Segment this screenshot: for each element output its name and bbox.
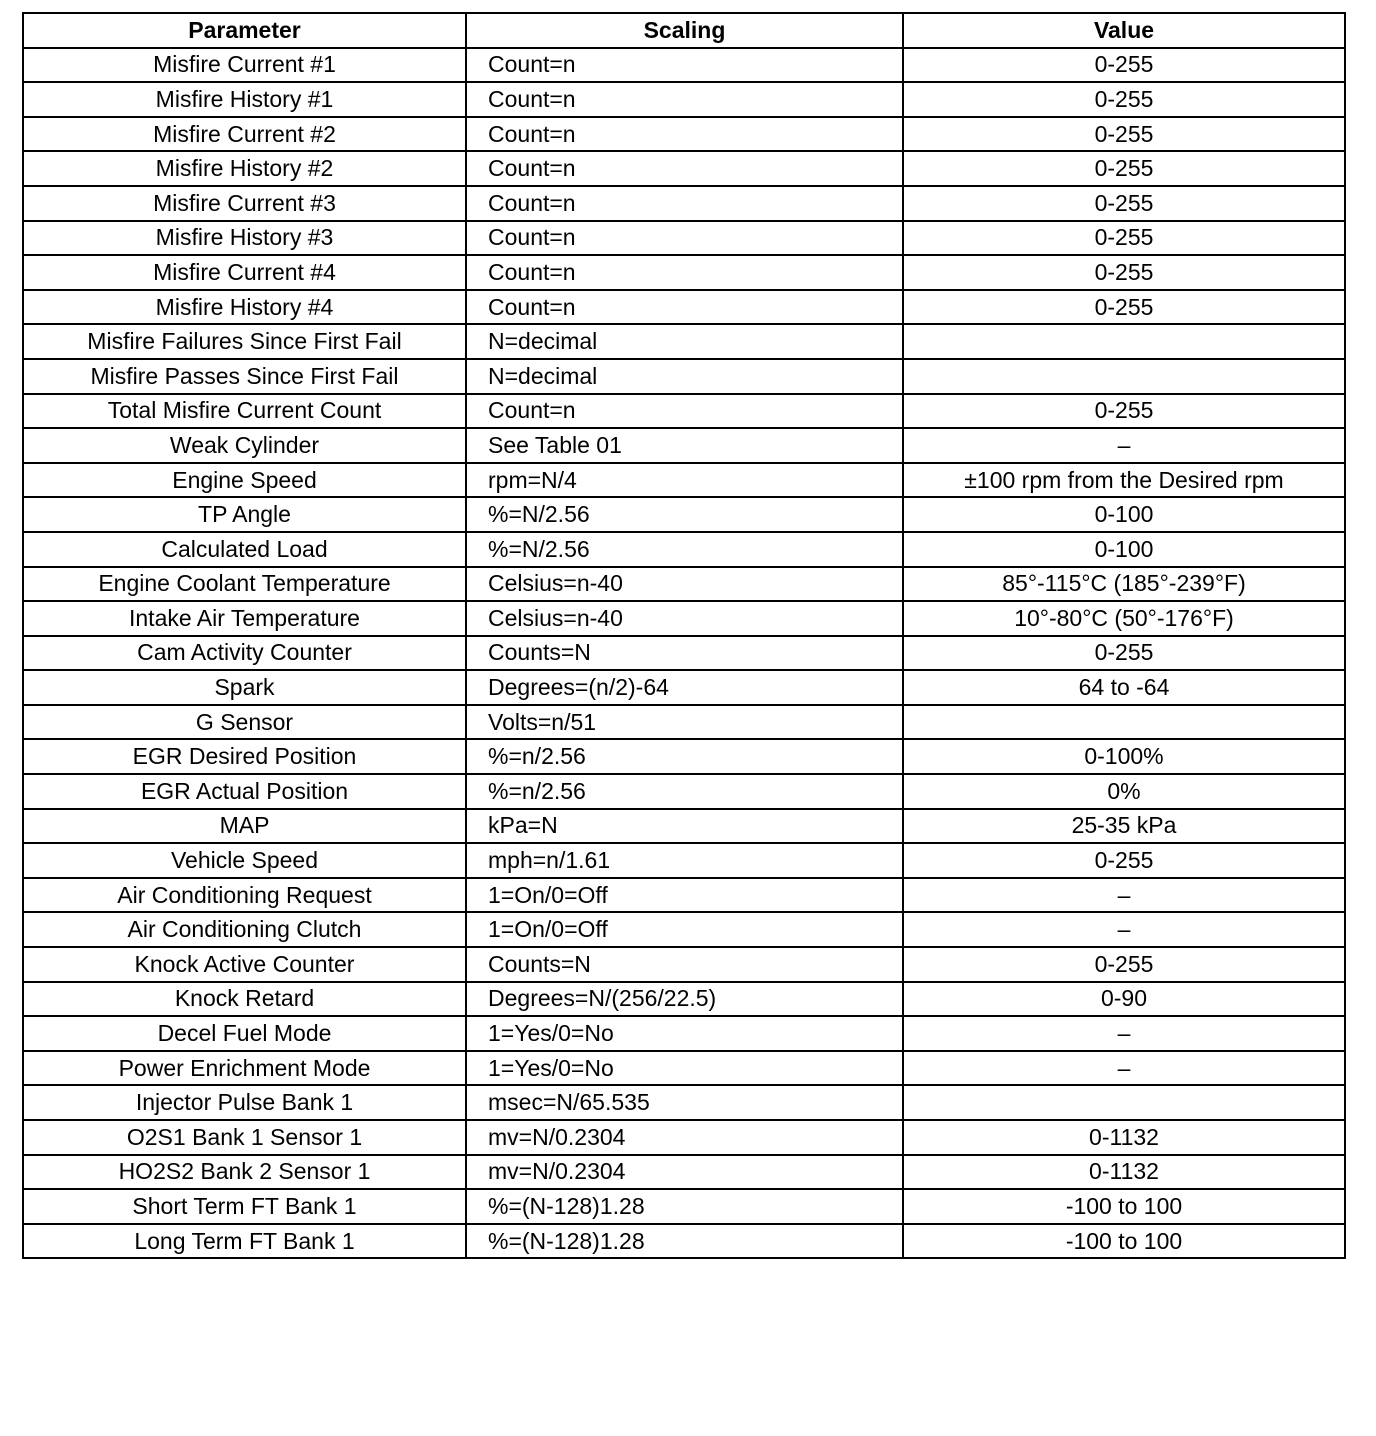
- parameter-cell: Air Conditioning Request: [23, 878, 466, 913]
- table-row: [23, 567, 1345, 602]
- parameter-cell: Power Enrichment Mode: [23, 1051, 466, 1086]
- scaling-cell: Count=n: [466, 82, 903, 117]
- value-cell: -100 to 100: [903, 1189, 1345, 1224]
- table-row: [23, 636, 1345, 671]
- table-row: [23, 1155, 1345, 1190]
- parameter-cell: MAP: [23, 809, 466, 844]
- scaling-cell: mv=N/0.2304: [466, 1120, 903, 1155]
- table-row: [23, 1189, 1345, 1224]
- value-cell: 0-255: [903, 947, 1345, 982]
- scaling-cell: Counts=N: [466, 636, 903, 671]
- parameter-cell: Vehicle Speed: [23, 843, 466, 878]
- scaling-cell: %=n/2.56: [466, 739, 903, 774]
- parameter-cell: O2S1 Bank 1 Sensor 1: [23, 1120, 466, 1155]
- parameter-cell: Misfire Failures Since First Fail: [23, 324, 466, 359]
- scaling-cell: Count=n: [466, 255, 903, 290]
- scaling-cell: Celsius=n-40: [466, 567, 903, 602]
- value-cell: 10°-80°C (50°-176°F): [903, 601, 1345, 636]
- parameter-cell: Misfire History #2: [23, 151, 466, 186]
- parameter-cell: Misfire Current #4: [23, 255, 466, 290]
- table-row: [23, 670, 1345, 705]
- value-cell: [903, 324, 1345, 359]
- scaling-cell: Count=n: [466, 151, 903, 186]
- scaling-cell: mv=N/0.2304: [466, 1155, 903, 1190]
- scaling-cell: Degrees=(n/2)-64: [466, 670, 903, 705]
- parameter-cell: HO2S2 Bank 2 Sensor 1: [23, 1155, 466, 1190]
- scaling-cell: Counts=N: [466, 947, 903, 982]
- value-cell: 0-255: [903, 255, 1345, 290]
- scaling-cell: %=N/2.56: [466, 532, 903, 567]
- table-row: [23, 1120, 1345, 1155]
- table-row: [23, 324, 1345, 359]
- table-row: [23, 809, 1345, 844]
- scaling-cell: 1=Yes/0=No: [466, 1016, 903, 1051]
- table-row: [23, 532, 1345, 567]
- scaling-cell: 1=On/0=Off: [466, 878, 903, 913]
- scaling-cell: mph=n/1.61: [466, 843, 903, 878]
- value-cell: [903, 1085, 1345, 1120]
- value-cell: 0-255: [903, 117, 1345, 152]
- scaling-cell: Count=n: [466, 48, 903, 83]
- value-cell: 25-35 kPa: [903, 809, 1345, 844]
- scaling-cell: Celsius=n-40: [466, 601, 903, 636]
- header-row: [23, 13, 1345, 48]
- table-row: [23, 1224, 1345, 1259]
- parameter-cell: Misfire Current #2: [23, 117, 466, 152]
- value-cell: 0-1132: [903, 1155, 1345, 1190]
- parameter-cell: Long Term FT Bank 1: [23, 1224, 466, 1259]
- table-row: [23, 878, 1345, 913]
- scaling-cell: See Table 01: [466, 428, 903, 463]
- value-cell: 0-255: [903, 843, 1345, 878]
- value-cell: [903, 359, 1345, 394]
- scaling-cell: kPa=N: [466, 809, 903, 844]
- value-cell: –: [903, 428, 1345, 463]
- table-row: [23, 1085, 1345, 1120]
- table-row: [23, 221, 1345, 256]
- parameter-cell: Weak Cylinder: [23, 428, 466, 463]
- value-cell: 0-255: [903, 151, 1345, 186]
- value-cell: –: [903, 878, 1345, 913]
- value-cell: –: [903, 1016, 1345, 1051]
- scaling-cell: msec=N/65.535: [466, 1085, 903, 1120]
- scaling-cell: Degrees=N/(256/22.5): [466, 982, 903, 1017]
- value-cell: 64 to -64: [903, 670, 1345, 705]
- scaling-cell: %=(N-128)1.28: [466, 1224, 903, 1259]
- table-row: [23, 151, 1345, 186]
- table-row: [23, 48, 1345, 83]
- scaling-cell: Count=n: [466, 221, 903, 256]
- table-row: [23, 463, 1345, 498]
- table-row: [23, 255, 1345, 290]
- value-cell: 0-100%: [903, 739, 1345, 774]
- value-cell: 85°-115°C (185°-239°F): [903, 567, 1345, 602]
- header-parameter: Parameter: [23, 13, 466, 48]
- parameter-cell: Injector Pulse Bank 1: [23, 1085, 466, 1120]
- parameter-cell: Engine Speed: [23, 463, 466, 498]
- parameter-cell: EGR Desired Position: [23, 739, 466, 774]
- value-cell: 0-100: [903, 532, 1345, 567]
- parameter-cell: Total Misfire Current Count: [23, 394, 466, 429]
- value-cell: 0-255: [903, 48, 1345, 83]
- table-row: [23, 739, 1345, 774]
- parameter-cell: Misfire Current #1: [23, 48, 466, 83]
- value-cell: -100 to 100: [903, 1224, 1345, 1259]
- scaling-cell: %=n/2.56: [466, 774, 903, 809]
- scaling-cell: Count=n: [466, 290, 903, 325]
- parameter-cell: Spark: [23, 670, 466, 705]
- scaling-cell: 1=On/0=Off: [466, 912, 903, 947]
- value-cell: 0-1132: [903, 1120, 1345, 1155]
- scaling-cell: Count=n: [466, 186, 903, 221]
- parameter-cell: Misfire Current #3: [23, 186, 466, 221]
- parameter-cell: Misfire Passes Since First Fail: [23, 359, 466, 394]
- parameter-cell: TP Angle: [23, 497, 466, 532]
- table-row: [23, 82, 1345, 117]
- value-cell: 0-255: [903, 636, 1345, 671]
- parameter-cell: Air Conditioning Clutch: [23, 912, 466, 947]
- parameter-cell: Misfire History #1: [23, 82, 466, 117]
- scaling-cell: N=decimal: [466, 359, 903, 394]
- table-row: [23, 705, 1345, 740]
- table-row: [23, 117, 1345, 152]
- header-scaling: Scaling: [466, 13, 903, 48]
- parameter-table: [22, 12, 1346, 1259]
- scaling-cell: %=(N-128)1.28: [466, 1189, 903, 1224]
- value-cell: 0-255: [903, 82, 1345, 117]
- table-row: [23, 394, 1345, 429]
- value-cell: 0-90: [903, 982, 1345, 1017]
- value-cell: 0-100: [903, 497, 1345, 532]
- parameter-cell: Engine Coolant Temperature: [23, 567, 466, 602]
- table-row: [23, 186, 1345, 221]
- table-row: [23, 982, 1345, 1017]
- parameter-cell: Short Term FT Bank 1: [23, 1189, 466, 1224]
- table-row: [23, 1016, 1345, 1051]
- parameter-cell: Misfire History #3: [23, 221, 466, 256]
- value-cell: 0-255: [903, 186, 1345, 221]
- parameter-cell: G Sensor: [23, 705, 466, 740]
- parameter-cell: EGR Actual Position: [23, 774, 466, 809]
- parameter-cell: Knock Retard: [23, 982, 466, 1017]
- table-row: [23, 947, 1345, 982]
- value-cell: 0-255: [903, 394, 1345, 429]
- table-body: [23, 48, 1345, 1259]
- table-row: [23, 774, 1345, 809]
- scaling-cell: 1=Yes/0=No: [466, 1051, 903, 1086]
- table-row: [23, 428, 1345, 463]
- table-row: [23, 359, 1345, 394]
- table-row: [23, 843, 1345, 878]
- value-cell: 0-255: [903, 290, 1345, 325]
- table-row: [23, 601, 1345, 636]
- value-cell: –: [903, 912, 1345, 947]
- parameter-cell: Knock Active Counter: [23, 947, 466, 982]
- scaling-cell: %=N/2.56: [466, 497, 903, 532]
- scaling-cell: rpm=N/4: [466, 463, 903, 498]
- parameter-cell: Misfire History #4: [23, 290, 466, 325]
- table-row: [23, 912, 1345, 947]
- header-value: Value: [903, 13, 1345, 48]
- parameter-cell: Intake Air Temperature: [23, 601, 466, 636]
- scaling-cell: Volts=n/51: [466, 705, 903, 740]
- parameter-cell: Decel Fuel Mode: [23, 1016, 466, 1051]
- table-row: [23, 1051, 1345, 1086]
- value-cell: ±100 rpm from the Desired rpm: [903, 463, 1345, 498]
- table-row: [23, 497, 1345, 532]
- value-cell: 0%: [903, 774, 1345, 809]
- scaling-cell: Count=n: [466, 117, 903, 152]
- value-cell: –: [903, 1051, 1345, 1086]
- scaling-cell: Count=n: [466, 394, 903, 429]
- parameter-cell: Calculated Load: [23, 532, 466, 567]
- value-cell: [903, 705, 1345, 740]
- scaling-cell: N=decimal: [466, 324, 903, 359]
- table-row: [23, 290, 1345, 325]
- value-cell: 0-255: [903, 221, 1345, 256]
- parameter-cell: Cam Activity Counter: [23, 636, 466, 671]
